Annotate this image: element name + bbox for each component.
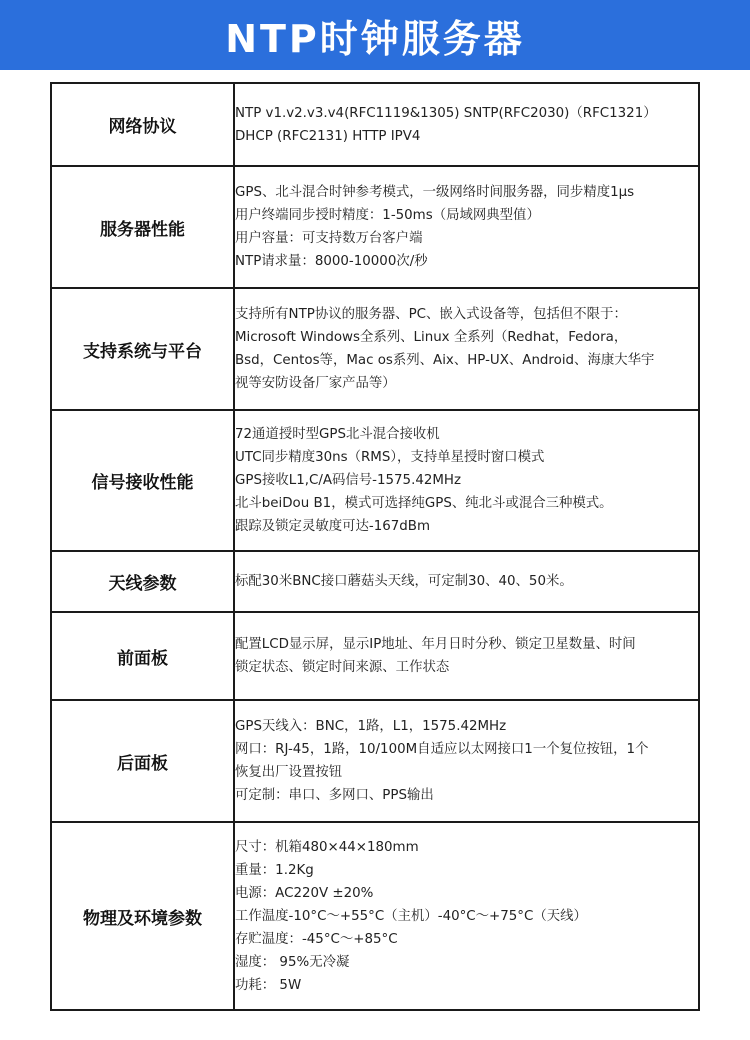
spec-row-value	[234, 288, 699, 410]
spec-value-line: 尺寸：机箱480×44×180mm	[235, 839, 419, 855]
spec-value-line: 湿度： 95%无冷凝	[235, 954, 350, 970]
spec-row	[51, 551, 699, 612]
spec-value-line: 支持所有NTP协议的服务器、PC、嵌入式设备等，包括但不限于：	[235, 307, 627, 322]
spec-row-label: 网络协议	[51, 83, 234, 166]
spec-table	[50, 82, 700, 1011]
spec-row-label: 后面板	[51, 700, 234, 822]
spec-value-line: DHCP (RFC2131) HTTP IPV4	[235, 128, 421, 144]
spec-row-value	[234, 612, 699, 700]
spec-value-line: Microsoft Windows全系列、Linux 全系列（Redhat，Fedora，	[235, 330, 628, 345]
spec-value-line: 重量：1.2Kg	[235, 862, 314, 878]
spec-row-label: 信号接收性能	[51, 410, 234, 551]
spec-value-line: 标配30米BNC接口蘑菇头天线，可定制30、40、50米。	[235, 574, 573, 589]
spec-row-value	[234, 83, 699, 166]
spec-table-body	[51, 83, 699, 1010]
spec-row	[51, 166, 699, 288]
spec-value-line: 恢复出厂设置按钮	[235, 765, 343, 780]
spec-row-label: 支持系统与平台	[51, 288, 234, 410]
spec-value-line: 视等安防设备厂家产品等）	[235, 376, 396, 391]
spec-value-line: 网口：RJ-45，1路，10/100M自适应以太网接口1一个复位按钮，1个	[235, 742, 649, 757]
page-title: NTP时钟服务器	[225, 16, 525, 61]
spec-value-line: 电源：AC220V ±20%	[235, 885, 374, 901]
spec-row-label: 服务器性能	[51, 166, 234, 288]
spec-row	[51, 410, 699, 551]
spec-row	[51, 700, 699, 822]
spec-value-line: 配置LCD显示屏，显示IP地址、年月日时分秒、锁定卫星数量、时间	[235, 637, 636, 652]
title-banner	[0, 0, 750, 70]
spec-value-line: NTP v1.v2.v3.v4(RFC1119&1305) SNTP(RFC2030)（RFC1321）	[235, 105, 657, 121]
spec-row-value	[234, 166, 699, 288]
spec-value-line: 锁定状态、锁定时间来源、工作状态	[235, 660, 450, 675]
spec-row-value	[234, 700, 699, 822]
spec-value-line: 可定制：串口、多网口、PPS输出	[235, 788, 434, 803]
spec-value-line: 72通道授时型GPS北斗混合接收机	[235, 427, 440, 442]
spec-value-line: GPS、北斗混合时钟参考模式，一级网络时间服务器，同步精度1μs	[235, 185, 635, 200]
spec-row	[51, 288, 699, 410]
spec-value-line: GPS接收L1,C/A码信号-1575.42MHz	[235, 473, 462, 488]
spec-value-line: NTP请求量：8000-10000次/秒	[235, 254, 428, 269]
spec-value-line: 跟踪及锁定灵敏度可达-167dBm	[235, 519, 431, 534]
spec-row	[51, 822, 699, 1010]
spec-row	[51, 83, 699, 166]
spec-row-value	[234, 410, 699, 551]
spec-value-line: 存贮温度：-45°C～+85°C	[235, 931, 398, 947]
spec-row-label: 天线参数	[51, 551, 234, 612]
spec-row	[51, 612, 699, 700]
spec-value-line: 北斗beiDou B1，模式可选择纯GPS、纯北斗或混合三种模式。	[235, 496, 613, 511]
spec-value-line: 功耗： 5W	[235, 977, 302, 993]
spec-value-line: 用户容量：可支持数万台客户端	[235, 231, 423, 246]
spec-value-line: UTC同步精度30ns（RMS），支持单星授时窗口模式	[235, 450, 545, 465]
spec-value-line: Bsd，Centos等，Mac os系列、Aix、HP-UX、Android、海康大华宇	[235, 353, 655, 368]
spec-row-label: 物理及环境参数	[51, 822, 234, 1010]
spec-row-value	[234, 822, 699, 1010]
spec-row-value	[234, 551, 699, 612]
spec-value-line: GPS天线入：BNC，1路，L1，1575.42MHz	[235, 719, 507, 734]
spec-value-line: 工作温度-10°C～+55°C（主机）-40°C～+75°C（天线）	[235, 908, 587, 924]
spec-value-line: 用户终端同步授时精度：1-50ms（局域网典型值）	[235, 208, 540, 223]
spec-row-label: 前面板	[51, 612, 234, 700]
